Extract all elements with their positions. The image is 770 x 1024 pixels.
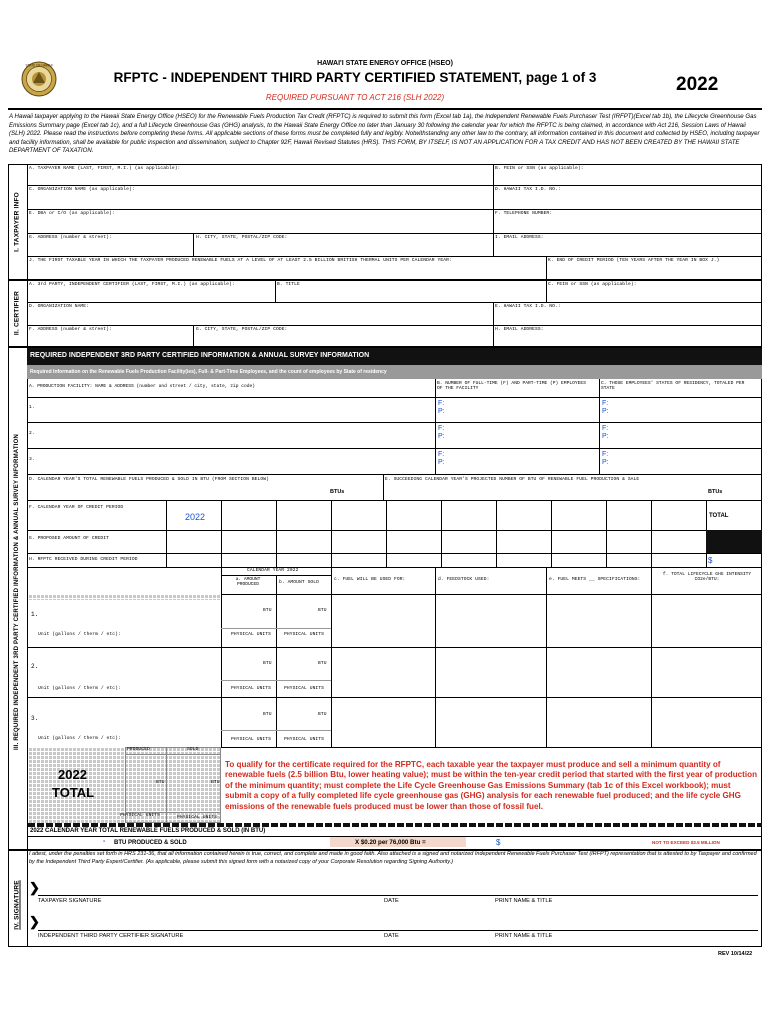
facility-row-2[interactable]: 2.: [29, 431, 35, 436]
agency-name: HAWAI'I STATE ENERGY OFFICE (HSEO): [317, 60, 453, 67]
btu-label: BTU: [211, 780, 220, 785]
employees-header: B. NUMBER OF FULL-TIME (F) AND PART-TIME (P) EMPLOYEES OF THE FACILITY: [437, 381, 586, 392]
physical-units-label: PHYSICAL UNITS: [231, 737, 271, 742]
ghg-intensity-header: f. TOTAL LIFECYCLE GHG INTENSITY CO2e/BTU:: [662, 572, 752, 583]
produced-header: PRODUCED: [127, 747, 150, 752]
dollar-sign: $: [708, 556, 713, 565]
certifier-org-field[interactable]: D. ORGANIZATION NAME:: [29, 304, 89, 309]
btus-label: BTUs: [330, 489, 345, 495]
print-name-label[interactable]: PRINT NAME & TITLE: [495, 898, 553, 904]
certifier-email-field[interactable]: H. EMAIL ADDRESS:: [495, 327, 544, 332]
p-label: P:: [438, 407, 445, 415]
residency-header: C. THOSE EMPLOYEES' STATES OF RESIDENCY, TOTALED PER STATE: [601, 381, 745, 392]
certifier-city-field[interactable]: G. CITY, STATE, POSTAL/ZIP CODE:: [196, 327, 288, 332]
organization-name-field[interactable]: C. ORGANIZATION NAME (as applicable):: [29, 187, 135, 192]
btu-label: BTU: [318, 712, 327, 717]
print-name-label[interactable]: PRINT NAME & TITLE: [495, 933, 553, 939]
btu-label: BTU: [263, 661, 272, 666]
f-label: F:: [602, 451, 609, 458]
hawaii-tax-id-field[interactable]: D. HAWAII TAX I.D. NO.:: [495, 187, 561, 192]
section-3-title: III. REQUIRED INDEPENDENT 3RD PARTY CERTIFIED INFORMATION & ANNUAL SURVEY INFORMATION: [14, 433, 20, 751]
arrow-icon: ❯: [29, 880, 40, 895]
calc-btu-label: BTU PRODUCED & SOLD: [114, 840, 187, 846]
facility-row-3[interactable]: 3.: [29, 457, 35, 462]
first-taxable-year-field[interactable]: J. THE FIRST TAXABLE YEAR IN WHICH THE TAXPAYER PRODUCED RENEWABLE FUELS AT A LEVEL OF AT LEAST 2.5 BILLION BRITISH THERMAL UNITS PER CALENDAR YEAR:: [29, 258, 452, 263]
feedstock-header: d. FEEDSTOCK USED:: [438, 577, 490, 582]
seal-text: STATE OF HAWAII: [25, 63, 53, 68]
form-year: 2022: [676, 74, 719, 95]
section-certifier: [8, 280, 762, 347]
calc-dash: -: [103, 838, 106, 845]
projected-btu-field[interactable]: E. SUCCEEDING CALENDAR YEAR'S PROJECTED NUMBER OF BTU OF RENEWABLE FUEL PRODUCTION & SALE: [385, 477, 640, 482]
f-label: F:: [438, 451, 445, 458]
physical-units-label: PHYSICAL UNITS: [231, 686, 271, 691]
physical-units-label: PHYSICAL UNITS: [231, 632, 271, 637]
facility-name-header: A. PRODUCTION FACILITY: NAME & ADDRESS (number and street / city, state, zip code): [29, 384, 256, 389]
telephone-field[interactable]: F. TELEPHONE NUMBER:: [495, 211, 553, 216]
taxpayer-signature-line[interactable]: TAXPAYER SIGNATURE: [38, 898, 102, 904]
certifier-title-field[interactable]: B. TITLE: [277, 282, 300, 287]
city-state-zip-field[interactable]: H. CITY, STATE, POSTAL/ZIP CODE:: [196, 235, 288, 240]
amount-sold-header: b. AMOUNT SOLD: [279, 580, 319, 585]
date-label[interactable]: DATE: [384, 898, 399, 904]
rfptc-received-field[interactable]: H. RFPTC RECEIVED DURING CREDIT PERIOD: [29, 557, 138, 562]
certifier-tax-id-field[interactable]: E. HAWAII TAX I.D. NO.:: [495, 304, 561, 309]
unit-label: Unit (gallons / therm / etc):: [38, 632, 121, 637]
specifications-header: e. FUEL MEETS __ SPECIFICATIONS:: [549, 577, 641, 582]
btu-label: BTU: [156, 780, 165, 785]
certifier-name-field[interactable]: A. 3rd PARTY, INDEPENDENT CERTIFIER (LAST, FIRST, M.I.) (as applicable):: [29, 282, 235, 287]
certifier-fein-field[interactable]: C. FEIN or SSN (as applicable):: [548, 282, 637, 287]
email-field[interactable]: I. EMAIL ADDRESS:: [495, 235, 544, 240]
fuel-row-1[interactable]: 1.: [31, 611, 39, 618]
fuel-row-3[interactable]: 3.: [31, 715, 39, 722]
btus-label: BTUs: [708, 489, 723, 495]
dba-field[interactable]: E. DBA or C/O (as applicable):: [29, 211, 115, 216]
p-label: P:: [438, 432, 445, 440]
section-2-title: II. CERTIFIER: [13, 290, 21, 336]
btu-label: BTU: [263, 608, 272, 613]
fuel-row-2[interactable]: 2.: [31, 663, 39, 670]
section-4-title: IV. SIGNATURE: [13, 880, 21, 930]
unit-label: Unit (gallons / therm / etc):: [38, 686, 121, 691]
credit-year-field: F. CALENDAR YEAR OF CREDIT PERIOD: [29, 505, 124, 510]
calendar-year-header: CALENDAR YEAR 2022: [247, 568, 299, 573]
physical-units-label: PHYSICAL UNITS: [120, 813, 160, 818]
fuel-use-header: c. FUEL WILL BE USED FOR:: [334, 577, 406, 582]
taxpayer-fein-field[interactable]: B. FEIN or SSN (as applicable):: [495, 166, 584, 171]
qualification-notice: To qualify for the certificate required for the RFPTC, each taxable year the taxpayer must produce and sell a minimum quantity of renewable fuels (2.5 billion Btu, lower heating value); must be within the ten-year credit period that started with the first year of production of the minimum quantity; must complete the Life Cycle Greenhouse Gas Emissions Summary (tab 1c of this Excel workbook); must submit a copy of a fully completed life cycle greenhouse gas (GHG) analysis for each renewable fuel produced; and the life cycle GHG emissions of the renewable fuels produced must be lower than those of fossil fuel.: [225, 760, 758, 811]
physical-units-label: PHYSICAL UNITS: [284, 737, 324, 742]
f-label: F:: [438, 425, 445, 432]
btu-label: BTU: [263, 712, 272, 717]
sold-header: SOLD: [187, 747, 199, 752]
credit-year-value: 2022: [185, 512, 206, 522]
section-1-title: I. TAXPAYER INFO: [13, 192, 21, 252]
certifier-address-field[interactable]: F. ADDRESS (number & street):: [29, 327, 112, 332]
physical-units-label: PHYSICAL UNITS: [177, 815, 217, 820]
arrow-icon: ❯: [29, 914, 40, 929]
total-btu-field[interactable]: D. CALENDAR YEAR'S TOTAL RENEWABLE FUELS PRODUCED & SOLD IN BTU (FROM SECTION BELOW): [29, 477, 269, 482]
total-year: 2022: [58, 767, 87, 782]
date-label[interactable]: DATE: [384, 933, 399, 939]
calc-rate: X $0.20 per 76,000 Btu =: [355, 839, 426, 846]
btu-label: BTU: [318, 661, 327, 666]
attestation-text: I attest, under the penalties set forth in HRS 231-36, that all information contained herein is true, correct, and complete and made in good faith. Also attached is a signed and notarized Independent Renewable Fuels Purchaser Test (IRFPT) representation that is attested to by Taxpayer and confirmed by the Independent Third Party Expert/Certifier. (As applicable, please submit this signed form with a notarized copy of your Corporate Resolution regarding Signing Authority.): [29, 851, 757, 866]
unit-label: Unit (gallons / therm / etc):: [38, 736, 121, 741]
amount-produced-header: a. AMOUNT PRODUCED: [235, 577, 261, 588]
page-title: RFPTC - INDEPENDENT THIRD PARTY CERTIFIED STATEMENT, page 1 of 3: [113, 70, 597, 85]
address-field[interactable]: G. ADDRESS (number & street):: [29, 235, 112, 240]
end-credit-period-field[interactable]: K. END OF CREDIT PERIOD (TEN YEARS AFTER THE YEAR IN BOX J.): [548, 258, 720, 263]
physical-units-label: PHYSICAL UNITS: [284, 686, 324, 691]
f-label: F:: [602, 425, 609, 432]
p-label: P:: [602, 407, 609, 415]
p-label: P:: [602, 432, 609, 440]
calc-title: 2022 CALENDAR YEAR TOTAL RENEWABLE FUELS PRODUCED & SOLD (IN BTU): [30, 828, 266, 834]
taxpayer-name-field[interactable]: A. TAXPAYER NAME (LAST, FIRST, M.I.) (as applicable):: [29, 166, 181, 171]
physical-units-label: PHYSICAL UNITS: [284, 632, 324, 637]
calc-max: NOT TO EXCEED $3.5 MILLION: [652, 840, 720, 845]
p-label: P:: [438, 458, 445, 466]
f-label: F:: [602, 400, 609, 407]
calc-dollar: $: [496, 838, 501, 847]
intro-text: A Hawaii taxpayer applying to the Hawaii State Energy Office (HSEO) for the Renewable Fuels Production Tax Credit (RFPTC) is required to submit this form (Excel tab 1a), the Independent Renewable Fuels Purchaser Test (IRFPT)(Excel tab 1b), the Lifecycle Greenhouse Gas Emissions Summary page (Excel tab 1c), and a full Lifecycle Greenhouse Gas (GHG) analysis, to the Hawaii State Energy Office no later than January 30 following the calendar year for which the RFPTC is being claimed, in accordance with Act 216, Session Laws of Hawaii (SLH) 2022. Please read the instructions before completing these forms. All applicable sections of these forms must be completed fully and legibly. Notwithstanding any other law to the contrary, all information contained in this document and collected by HSEO, including taxpayer and facility information, shall be available for public inspection and dissemination, subject to Chapter 92F, Hawaii Revised Statutes (HRS). THIS FORM, BY ITSELF, IS NOT AN APPLICATION FOR A TAX CREDIT AND HAS NOT BEEN CREATED BY THE HAWAII STATE DEPARTMENT OF TAXATION.: [9, 113, 760, 155]
p-label: P:: [602, 458, 609, 466]
revision-label: REV 10/14/22: [718, 951, 753, 957]
certifier-signature-line[interactable]: INDEPENDENT THIRD PARTY CERTIFIER SIGNATURE: [38, 933, 184, 939]
section-3-banner-text: REQUIRED INDEPENDENT 3RD PARTY CERTIFIED INFORMATION & ANNUAL SURVEY INFORMATION: [30, 352, 370, 359]
f-label: F:: [438, 400, 445, 407]
facility-row-1[interactable]: 1.: [29, 405, 35, 410]
btu-label: BTU: [318, 608, 327, 613]
info-note: Required Information on the Renewable Fuels Production Facility(ies), Full- & Part-Time Employees, and the count of employees by State of residency: [30, 369, 387, 375]
page-subtitle: REQUIRED PURSUANT TO ACT 216 (SLH 2022): [265, 93, 445, 102]
total-big-label: TOTAL: [52, 785, 95, 800]
total-label: TOTAL: [709, 513, 729, 519]
proposed-credit-field[interactable]: G. PROPOSED AMOUNT OF CREDIT: [29, 536, 109, 541]
